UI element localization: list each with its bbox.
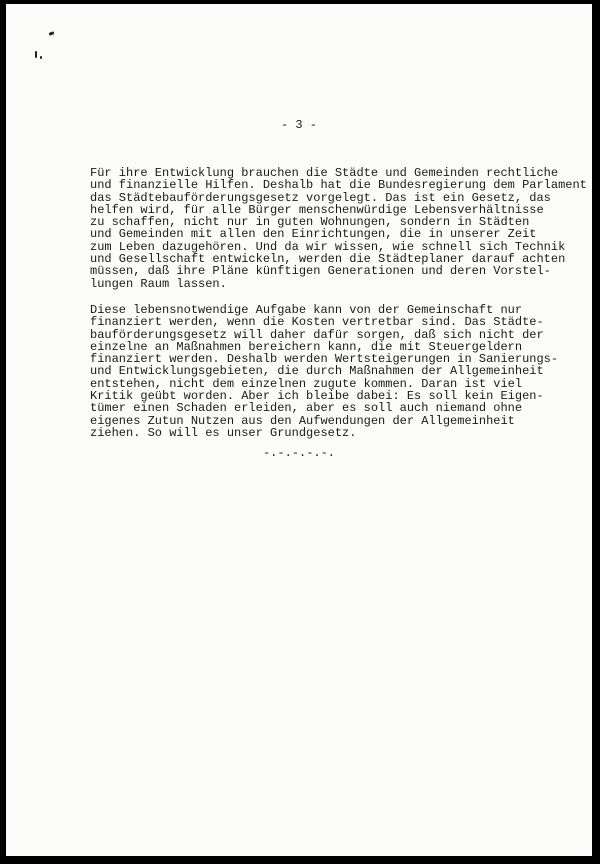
text-line: eigenes Zutun Nutzen aus den Aufwendungen der Allgemeinheit [90, 413, 515, 428]
paragraph-2 [90, 304, 560, 439]
paragraph-1 [90, 166, 587, 291]
text-line: entstehen, nicht dem einzelnen zugute kommen. Daran ist viel [90, 376, 523, 391]
text-line: helfen wird, für alle Bürger menschenwürdige Lebensverhältnisse [90, 202, 544, 217]
text-line: einzelne an Maßnahmen bereichern kann, die mit Steuergeldern [90, 339, 523, 354]
closing-mark: -.-.-.-.-. [262, 446, 335, 460]
text-line: zu schaffen, nicht nur in guten Wohnungen, sondern in Städten [90, 215, 530, 230]
text-line: ziehen. So will es unser Grundgesetz. [90, 425, 357, 440]
text-line: zum Leben dazugehören. Und da wir wissen, wie schnell sich Technik [90, 239, 566, 254]
scan-mark-2 [35, 51, 37, 58]
text-line: finanziert werden. Deshalb werden Wertsteigerungen in Sanierungs- [90, 352, 559, 367]
scan-mark-3 [40, 56, 42, 59]
text-line: finanziert werden, wenn die Kosten vertretbar sind. Das Städte- [90, 315, 544, 330]
text-line: müssen, daß ihre Pläne künftigen Generationen und deren Vorstel- [90, 264, 551, 279]
text-line: das Städtebauförderungsgesetz vorgelegt. Das ist ein Gesetz, das [90, 190, 551, 205]
document-page [6, 4, 592, 856]
text-line: Für ihre Entwicklung brauchen die Städte und Gemeinden rechtliche [90, 166, 559, 180]
text-line: und finanzielle Hilfen. Deshalb hat die Bundesregierung dem Parlament [90, 178, 587, 193]
scan-mark-1 [49, 31, 55, 36]
page-number: - 3 - [280, 118, 317, 132]
text-line: und Gesellschaft entwickeln, werden die Städteplaner darauf achten [90, 252, 566, 267]
text-line: lungen Raum lassen. [90, 276, 227, 291]
text-line: Diese lebensnotwendige Aufgabe kann von der Gemeinschaft nur [90, 303, 523, 317]
text-line: tümer einen Schaden erleiden, aber es soll auch niemand ohne [90, 401, 523, 416]
text-line: Kritik geübt worden. Aber ich bleibe dabei: Es soll kein Eigen- [90, 389, 544, 404]
text-line: und Entwicklungsgebieten, die durch Maßnahmen der Allgemeinheit [90, 364, 544, 379]
text-line: und Gemeinden mit allen den Einrichtungen, die in unserer Zeit [90, 227, 537, 242]
text-line: bauförderungsgesetz will daher dafür sorgen, daß sich nicht der [90, 327, 544, 342]
